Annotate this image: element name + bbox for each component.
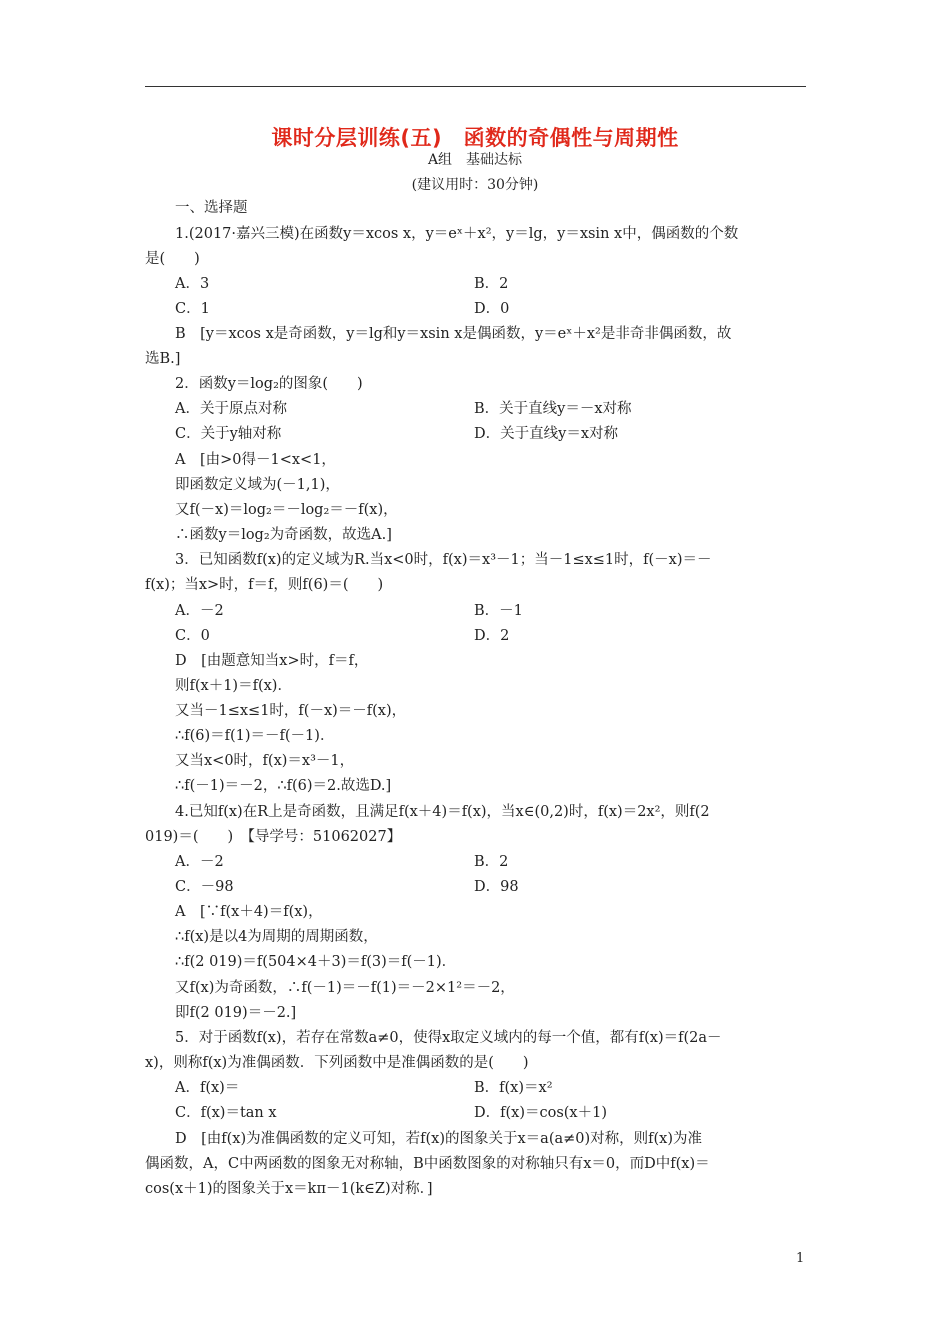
page-title: 课时分层训练(五) 函数的奇偶性与周期性 [271, 126, 679, 150]
group-label: A组 基础达标 [427, 152, 523, 168]
answer-4-line-4: 又f(x)为奇函数，∴f(－1)＝－f(1)＝－2×1²＝－2， [175, 980, 515, 996]
answer-4-line-5: 即f(2 019)＝－2.] [175, 1005, 297, 1021]
answer-4-line-2: ∴f(x)是以4为周期的周期函数， [175, 929, 378, 945]
section-heading: 一、选择题 [175, 200, 248, 216]
answer-2-line-3: 又f(－x)＝log₂＝－log₂＝－f(x)， [175, 502, 398, 518]
answer-1-text: B [y＝xcos x是奇函数，y＝lg和y＝xsin x是偶函数，y＝eˣ＋x²是非奇非偶函数，故 [175, 326, 732, 342]
question-3-text-cont: f(x)；当x>时，f＝f，则f(6)＝( ) [145, 577, 384, 593]
time-hint: (建议用时：30分钟) [411, 177, 539, 193]
answer-4-line-3: ∴f(2 019)＝f(504×4＋3)＝f(3)＝f(－1)． [175, 954, 457, 970]
question-1-option-d: D．0 [474, 301, 510, 317]
answer-2-line-4: ∴函数y＝log₂为奇函数，故选A.] [175, 527, 392, 543]
question-2-text: 2．函数y＝log₂的图象( ) [175, 376, 363, 392]
question-5-option-b: B．f(x)＝x² [474, 1080, 553, 1096]
question-4-option-b: B．2 [474, 854, 509, 870]
question-1-option-a: A．3 [175, 276, 210, 292]
question-4-option-c: C．－98 [175, 879, 234, 895]
answer-1-text-cont: 选B.] [145, 351, 181, 367]
question-1-text: 1.(2017·嘉兴三模)在函数y＝xcos x，y＝eˣ＋x²，y＝lg，y＝xsin x中，偶函数的个数 [175, 226, 739, 242]
question-5-text-cont: x)，则称f(x)为准偶函数．下列函数中是准偶函数的是( ) [145, 1055, 529, 1071]
question-3-text: 3．已知函数f(x)的定义域为R.当x<0时，f(x)＝x³－1；当－1≤x≤1时，f(－x)＝－ [175, 552, 712, 568]
question-2-option-b: B．关于直线y＝－x对称 [474, 401, 632, 417]
question-3-option-c: C．0 [175, 628, 210, 644]
page-number: 1 [796, 1251, 805, 1266]
question-4-text-cont: 019)＝( ) 【导学号：51062027】 [145, 829, 402, 845]
question-4-option-a: A．－2 [175, 854, 224, 870]
header-rule [145, 86, 806, 87]
question-2-option-a: A．关于原点对称 [175, 401, 287, 417]
answer-3-line-3: 又当－1≤x≤1时，f(－x)＝－f(x)， [175, 703, 407, 719]
question-3-option-d: D．2 [474, 628, 510, 644]
question-5-text: 5．对于函数f(x)，若存在常数a≠0，使得x取定义域内的每一个值，都有f(x)＝f(2a－ [175, 1030, 722, 1046]
answer-3-line-4: ∴f(6)＝f(1)＝－f(－1)． [175, 728, 335, 744]
answer-3-line-2: 则f(x＋1)＝f(x)． [175, 678, 292, 694]
question-2-option-c: C．关于y轴对称 [175, 426, 282, 442]
answer-2-line-2: 即函数定义域为(－1,1)， [175, 477, 340, 493]
question-4-text: 4.已知f(x)在R上是奇函数，且满足f(x＋4)＝f(x)，当x∈(0,2)时，f(x)＝2x²，则f(2 [175, 804, 710, 820]
question-3-option-b: B．－1 [474, 603, 523, 619]
question-5-option-d: D．f(x)＝cos(x＋1) [474, 1105, 607, 1121]
answer-4-line-1: A [∵f(x＋4)＝f(x)， [175, 904, 323, 920]
answer-3-line-6: ∴f(－1)＝－2，∴f(6)＝2.故选D.] [175, 778, 392, 794]
question-1-option-b: B．2 [474, 276, 509, 292]
question-1-option-c: C．1 [175, 301, 210, 317]
answer-5-line-2: 偶函数，A，C中两函数的图象无对称轴，B中函数图象的对称轴只有x＝0，而D中f(x)＝ [145, 1156, 710, 1172]
question-5-option-c: C．f(x)＝tan x [175, 1105, 277, 1121]
answer-5-line-3: cos(x＋1)的图象关于x＝kπ－1(k∈Z)对称．] [145, 1181, 433, 1197]
question-1-text-cont: 是( ) [145, 251, 200, 267]
question-4-option-d: D．98 [474, 879, 519, 895]
answer-2-line-1: A [由>0得－1<x<1， [175, 452, 336, 468]
answer-3-line-5: 又当x<0时，f(x)＝x³－1， [175, 753, 355, 769]
question-5-option-a: A．f(x)＝ [175, 1080, 240, 1096]
question-2-option-d: D．关于直线y＝x对称 [474, 426, 618, 442]
answer-5-line-1: D [由f(x)为准偶函数的定义可知，若f(x)的图象关于x＝a(a≠0)对称，则f(x)为准 [175, 1131, 703, 1147]
answer-3-line-1: D [由题意知当x>时，f＝f， [175, 653, 369, 669]
question-3-option-a: A．－2 [175, 603, 224, 619]
